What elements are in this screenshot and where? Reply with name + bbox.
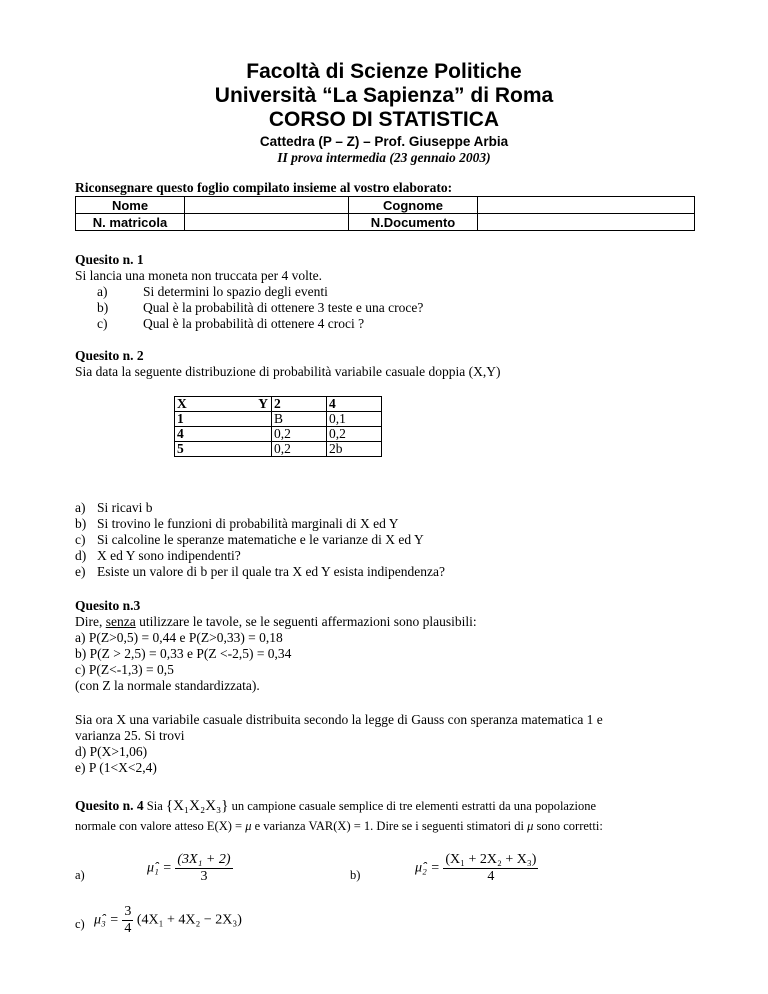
q2-item-text: X ed Y sono indipendenti? (97, 548, 241, 563)
probability-table (174, 396, 382, 457)
student-info-table (75, 196, 695, 231)
q4-sia: Sia (146, 799, 163, 813)
documento-field[interactable] (478, 214, 695, 231)
q1-item-letter: c) (97, 316, 108, 331)
table-cell: 0,2 (272, 442, 327, 457)
q2-item-text: Esiste un valore di b per il quale tra X ed Y esista indipendenza? (97, 564, 446, 579)
q4-text2-mid: e varianza VAR(X) = 1. Dire se i seguenti stimatori di (251, 819, 528, 833)
xy-header-cell (175, 397, 272, 412)
q3-title: Quesito n.3 (75, 598, 141, 613)
q2-item-letter: c) (75, 532, 86, 547)
q2-item-letter: d) (75, 548, 87, 563)
q3-line: c) P(Z<-1,3) = 0,5 (75, 662, 174, 677)
estimator-a-fraction (175, 852, 232, 885)
q3-para2-line2: varianza 25. Si trovi (75, 728, 185, 743)
estimator-c-label: c) (75, 917, 85, 931)
documento-label: N.Documento (349, 214, 478, 231)
estimator-b-label: b) (350, 868, 361, 882)
q2-item-letter: b) (75, 516, 87, 531)
q1-item-text: Qual è la probabilità di ottenere 4 croci ? (143, 316, 365, 331)
matricola-label: N. matricola (76, 214, 185, 231)
estimator-a-numerator: (3X₁ + 2) (177, 852, 231, 867)
nome-label: Nome (76, 197, 185, 214)
mu-symbol: μ (527, 819, 534, 833)
x-label: X (177, 396, 187, 411)
q4-line2 (75, 818, 603, 834)
q4-text2-pre: normale con valore atteso E(X) = (75, 819, 246, 833)
q2-item-letter: e) (75, 564, 86, 579)
estimator-a-lhs: μ̂₁ = (147, 860, 172, 876)
q1-item-text: Qual è la probabilità di ottenere 3 teste e una croce? (143, 300, 424, 315)
q2-item-text: Si ricavi b (97, 500, 153, 515)
q3-line: (con Z la normale standardizzata). (75, 678, 260, 693)
cognome-field[interactable] (478, 197, 695, 214)
university-title: Università “La Sapienza” di Roma (214, 84, 554, 107)
q3-intro-underlined: senza (105, 614, 136, 629)
course-title: CORSO DI STATISTICA (268, 108, 500, 131)
estimator-b-numerator: (X₁ + 2X₂ + X₃) (445, 852, 537, 867)
table-cell: 0,1 (327, 412, 382, 427)
row-header: 5 (175, 442, 272, 457)
q4-text2-post: sono corretti: (533, 819, 603, 833)
estimator-c-denominator: 4 (124, 921, 132, 936)
q4-line1 (75, 798, 596, 814)
table-cell: 0,2 (327, 427, 382, 442)
q3-intro (75, 614, 477, 630)
col-header: 4 (327, 397, 382, 412)
q3-item-d: d) P(X>1,06) (75, 744, 148, 759)
q3-para2-line1: Sia ora X una variabile casuale distribuita secondo la legge di Gauss con speranza matematica 1 e (75, 712, 603, 727)
q2-item-text: Si trovino le funzioni di probabilità marginali di X ed Y (97, 516, 399, 531)
exam-subtitle: II prova intermedia (23 gennaio 2003) (277, 150, 491, 165)
cognome-label: Cognome (349, 197, 478, 214)
q4-text1: un campione casuale semplice di tre elementi estratti da una popolazione (231, 799, 597, 813)
q3-intro-pre: Dire, (75, 614, 106, 629)
estimator-b (415, 852, 538, 885)
q3-item-e: e) P (1<X<2,4) (75, 760, 157, 775)
table-cell: 0,2 (272, 427, 327, 442)
q1-text: Si lancia una moneta non truccata per 4 volte. (75, 268, 323, 283)
nome-field[interactable] (185, 197, 349, 214)
row-header: 1 (175, 412, 272, 427)
estimator-a (147, 852, 233, 885)
mu-symbol: μ (245, 819, 252, 833)
table-cell: B (272, 412, 327, 427)
estimator-b-fraction (443, 852, 538, 885)
q2-title: Quesito n. 2 (75, 348, 144, 363)
q4-sample-set: {X₁X₂X₃} (165, 798, 229, 814)
estimator-a-label: a) (75, 868, 85, 882)
estimator-c-numerator: 3 (124, 904, 132, 919)
q1-title: Quesito n. 1 (75, 252, 144, 267)
estimator-b-denominator: 4 (487, 869, 495, 884)
q4-sample: X₁X₂X₃ (173, 798, 222, 814)
estimator-c-lhs: μ̂₃ = (94, 912, 119, 928)
form-instruction: Riconsegnare questo foglio compilato insieme al vostro elaborato: (75, 180, 453, 195)
table-cell: 2b (327, 442, 382, 457)
estimator-c-fraction (122, 904, 133, 937)
q1-item-letter: a) (97, 284, 108, 299)
y-label: Y (258, 396, 268, 411)
row-header: 4 (175, 427, 272, 442)
q2-text: Sia data la seguente distribuzione di probabilità variabile casuale doppia (X,Y) (75, 364, 501, 379)
faculty-title: Facoltà di Scienze Politiche (246, 60, 522, 83)
q3-line: b) P(Z > 2,5) = 0,33 e P(Z <-2,5) = 0,34 (75, 646, 292, 661)
col-header: 2 (272, 397, 327, 412)
q2-item-text: Si calcoline le speranze matematiche e le varianze di X ed Y (97, 532, 424, 547)
matricola-field[interactable] (185, 214, 349, 231)
q3-line: a) P(Z>0,5) = 0,44 e P(Z>0,33) = 0,18 (75, 630, 283, 645)
estimator-b-lhs: μ̂₂ = (415, 860, 440, 876)
q2-item-letter: a) (75, 500, 86, 515)
q4-title: Quesito n. 4 (75, 798, 144, 813)
q1-item-letter: b) (97, 300, 109, 315)
estimator-c (94, 904, 242, 937)
q3-intro-post: utilizzare le tavole, se le seguenti affermazioni sono plausibili: (135, 614, 477, 629)
q1-item-text: Si determini lo spazio degli eventi (143, 284, 328, 299)
cattedra-line: Cattedra (P – Z) – Prof. Giuseppe Arbia (259, 134, 509, 149)
estimator-a-denominator: 3 (200, 869, 208, 884)
estimator-c-expression: (4X₁ + 4X₂ − 2X₃) (136, 912, 242, 928)
